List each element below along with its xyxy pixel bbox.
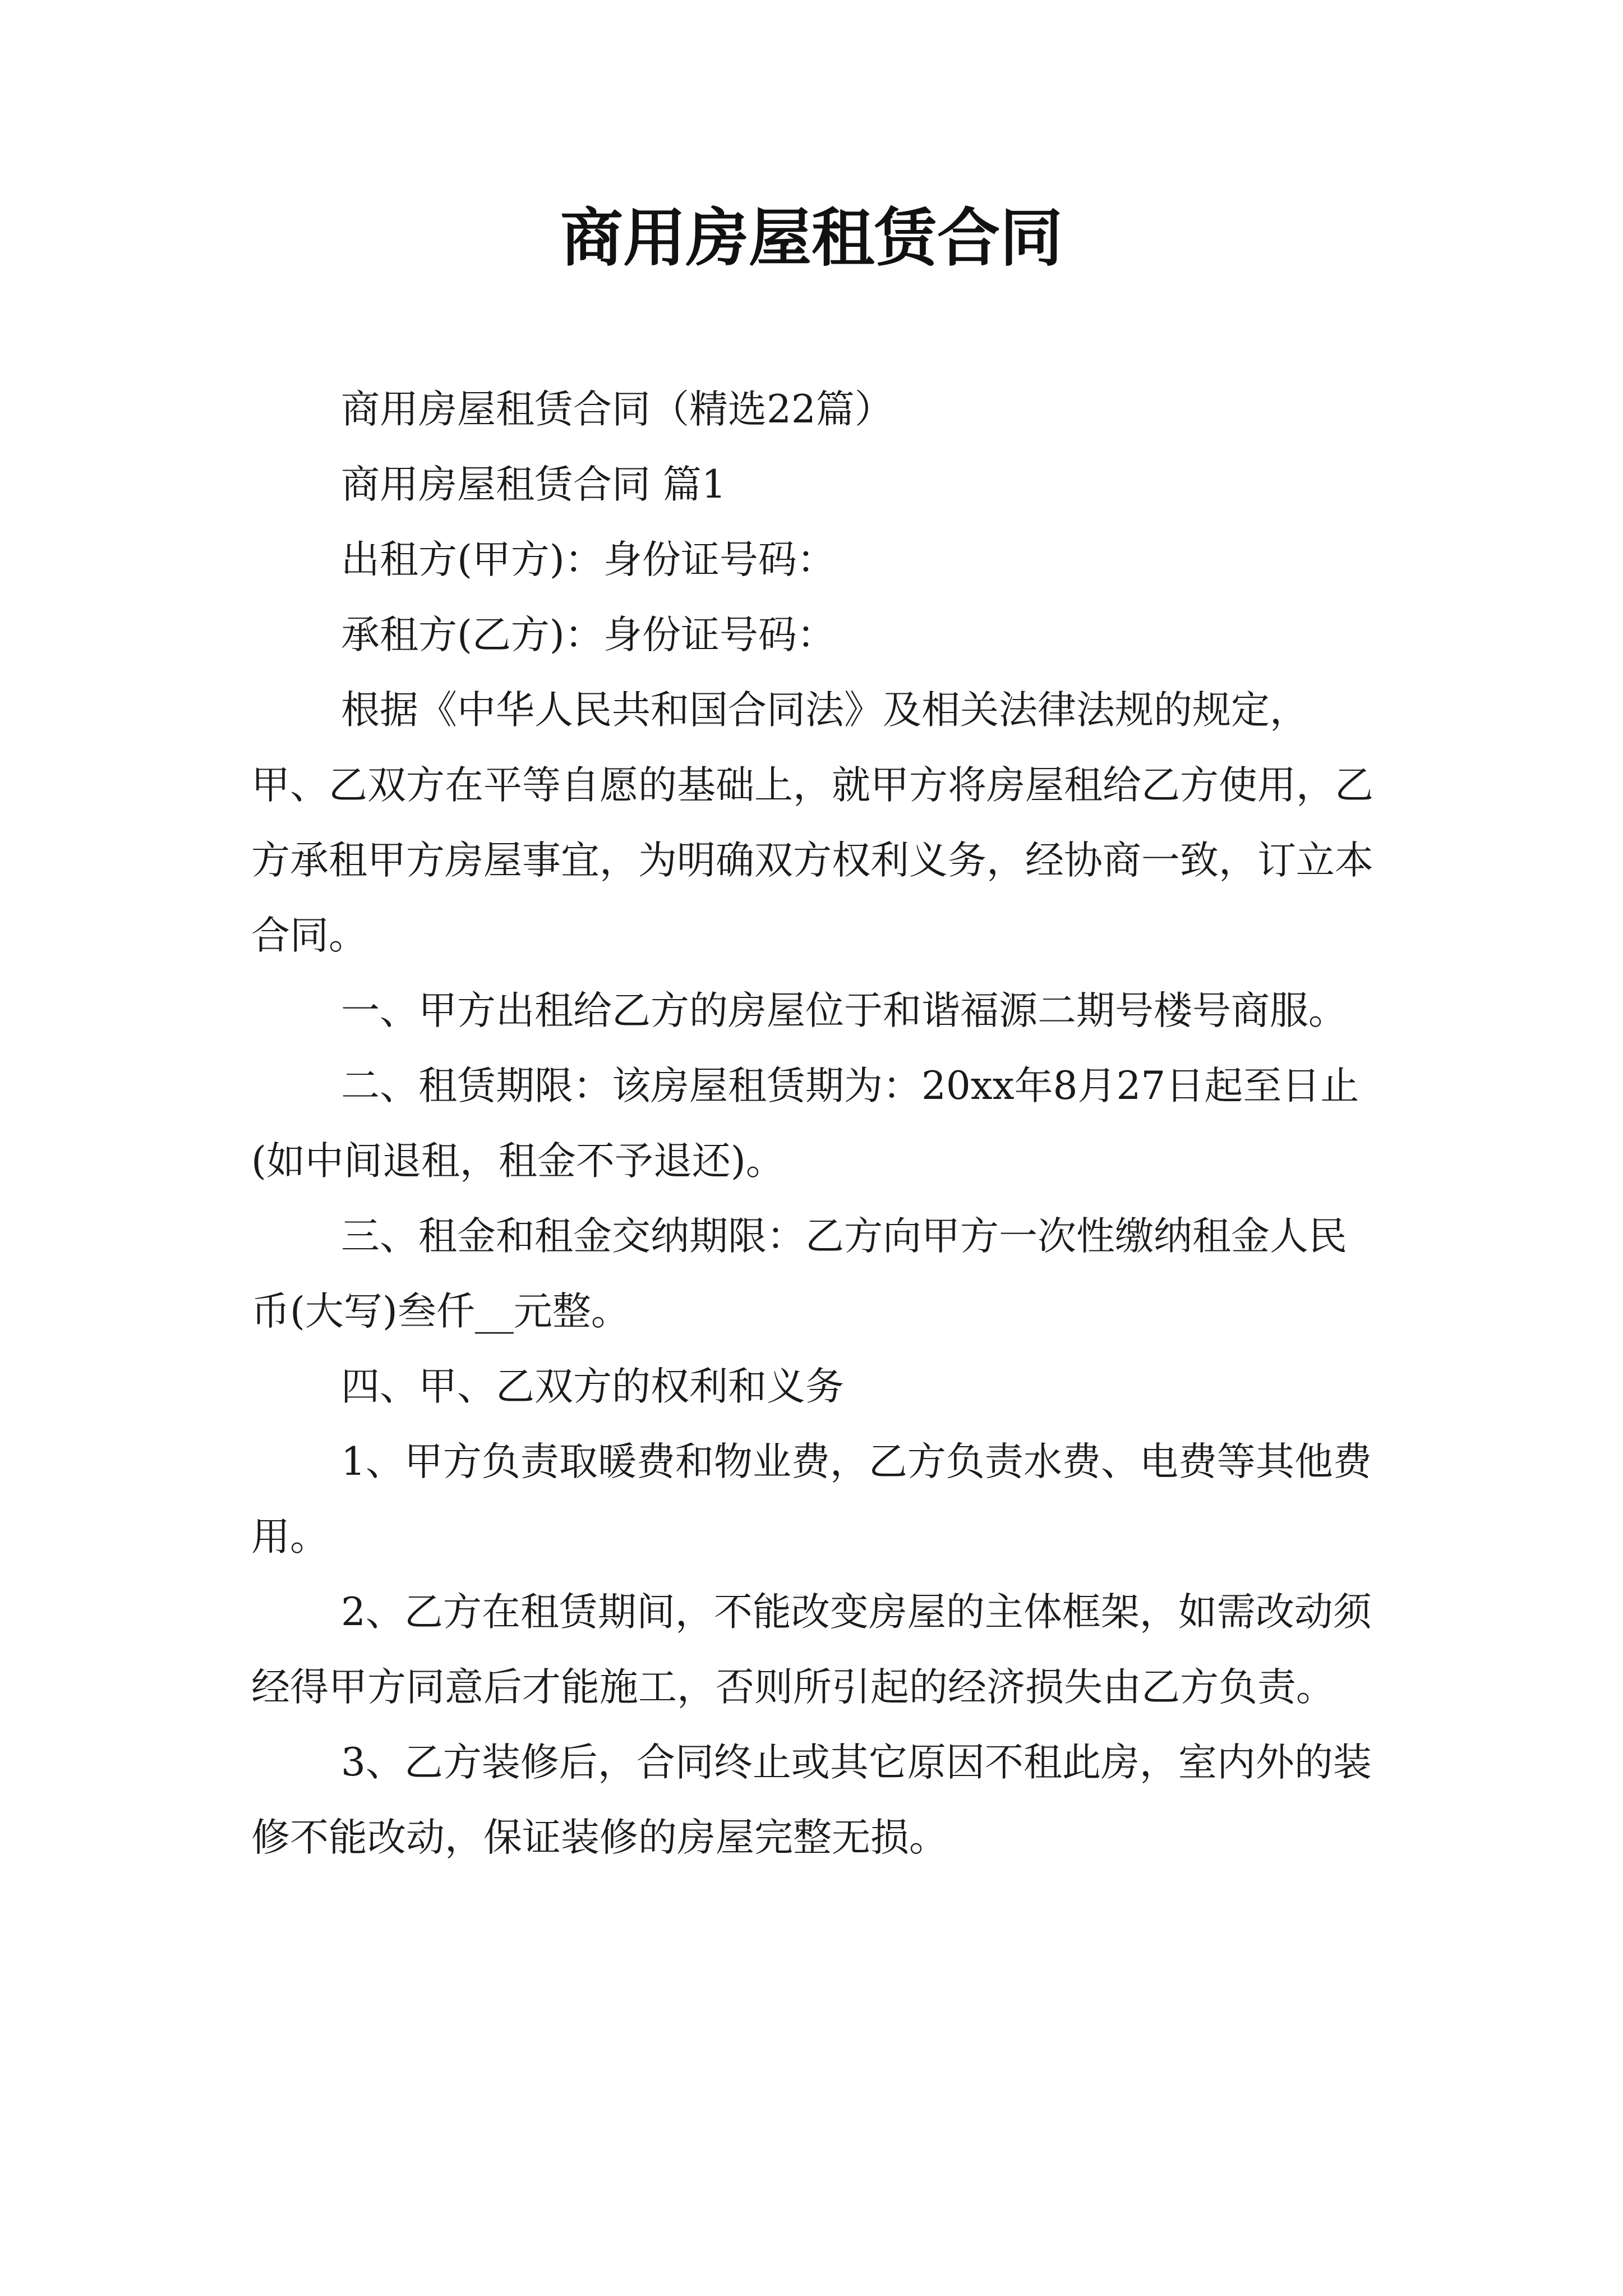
paragraph-section-heading: 商用房屋租赁合同 篇1 [341,462,726,507]
paragraph-collection-title: 商用房屋租赁合同（精选22篇） [341,387,893,432]
paragraph-item-2: 2、乙方在租赁期间，不能改变房屋的主体框架，如需改动须经得甲方同意后才能施工，否则所引起的经济损失由乙方负责。 [251,1590,1372,1710]
paragraph-clause-3: 三、租金和租金交纳期限：乙方向甲方一次性缴纳租金人民币(大写)叁仟__元整。 [251,1214,1347,1334]
paragraph-item-3: 3、乙方装修后，合同终止或其它原因不租此房，室内外的装修不能改动，保证装修的房屋完整无损。 [251,1740,1372,1860]
paragraph-clause-4: 四、甲、乙双方的权利和义务 [341,1364,844,1409]
document-title: 商用房屋租赁合同 [560,201,1063,275]
paragraph-item-1: 1、甲方负责取暖费和物业费，乙方负责水费、电费等其他费用。 [251,1439,1372,1559]
paragraph-preamble: 根据《中华人民共和国合同法》及相关法律法规的规定，甲、乙双方在平等自愿的基础上，就甲方将房屋租给乙方使用，乙方承租甲方房屋事宜，为明确双方权利义务，经协商一致，订立本合同。 [251,688,1373,958]
paragraph-lessee: 承租方(乙方)：身份证号码： [341,613,836,657]
paragraph-lessor: 出租方(甲方)：身份证号码： [341,537,836,582]
paragraph-clause-1: 一、甲方出租给乙方的房屋位于和谐福源二期号楼号商服。 [341,988,1347,1033]
document-body [251,372,1377,1875]
paragraph-clause-2: 二、租赁期限：该房屋租赁期为：20xx年8月27日起至日止(如中间退租，租金不予退还)。 [251,1064,1359,1184]
